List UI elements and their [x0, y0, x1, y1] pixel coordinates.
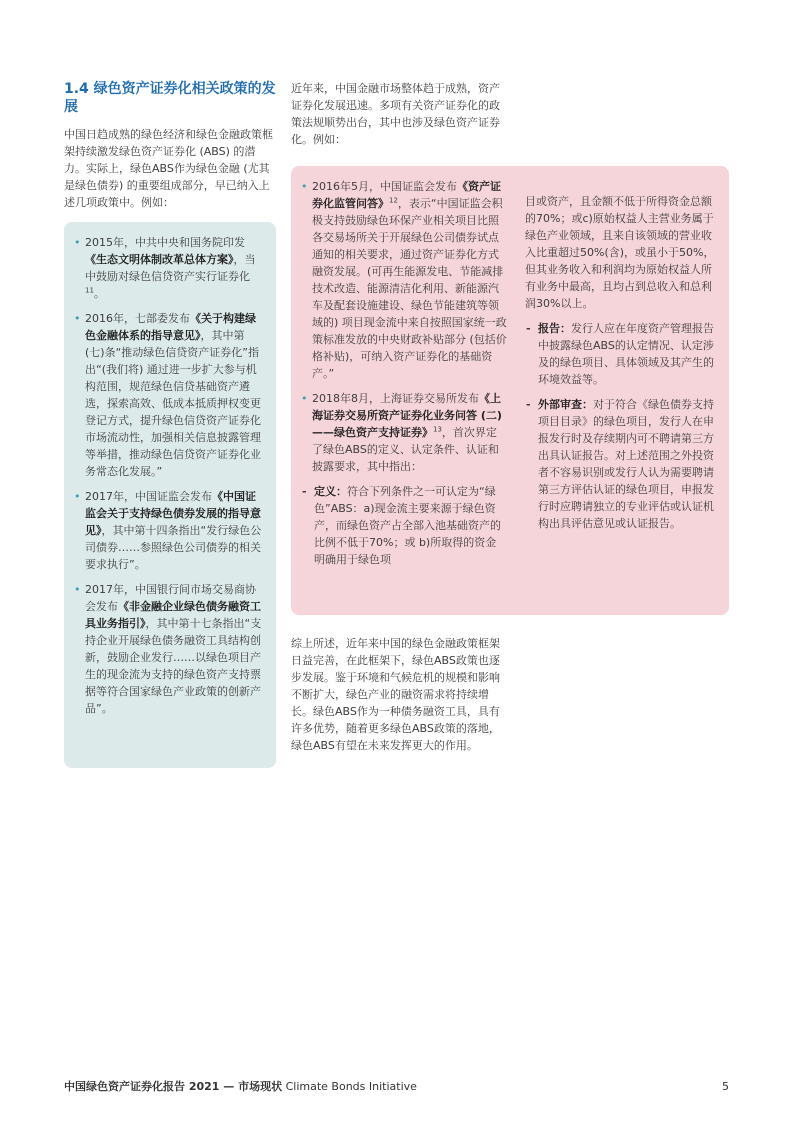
list-item	[74, 581, 264, 717]
exchange-policy-box	[291, 166, 729, 615]
item-text: 2015年，中共中央和国务院印发	[85, 236, 245, 249]
pink-right-column	[525, 193, 721, 540]
footnote-ref: 12	[389, 196, 398, 205]
policy-name: 《关于构建绿色金融体系的指导意见》	[85, 312, 256, 342]
item-text: 对于符合《绿色债券支持项目目录》的绿色项目，发行人在申报发行时及存续期内可不聘请第三方出具认证报告。对上述范围之外投资者不容易识别或发行人认为需要聘请第三方评估认证的绿色项目，申报发行时应聘请独立的专业评估或认证机构出具评估意见或认证报告。	[538, 398, 714, 530]
page-footer	[64, 1078, 729, 1095]
left-column-intro	[64, 80, 276, 211]
list-item	[301, 178, 507, 382]
col2-conclusion: 综上所述，近年来中国的绿色金融政策框架日益完善，在此框架下，绿色ABS政策也逐步发展。鉴于环境和气候危机的规模和影响不断扩大，绿色产业的融资需求将持续增长。绿色ABS作为一种债务融资工具，具有许多优势，随着更多绿色ABS政策的落地，绿色ABS有望在未来发挥更大的作用。	[291, 637, 500, 752]
item-text: 2017年，中国证监会发布	[85, 490, 212, 503]
footer-org: Climate Bonds Initiative	[285, 1080, 417, 1093]
item-text: 2016年5月，中国证监会发布	[312, 180, 457, 193]
item-text: 2018年8月，上海证券交易所发布	[312, 392, 479, 405]
list-item	[74, 310, 264, 480]
item-text: 符合下列条件之一可认定为“绿色”ABS：a)现金流主要来源于绿色资产，而绿色资产占全部入池基础资产的比例不低于70%；或 b)所取得的资金明确用于绿色项	[314, 485, 501, 566]
item-text: 2017年，中国银行间市场交易商协会发布	[85, 583, 256, 613]
page-number: 5	[722, 1080, 729, 1093]
item-text: ，表示“中国证监会积极支持鼓励绿色环保产业相关项目比照各交易场所关于开展绿色公司债券试点通知的相关要求，通过资产证券化方式融资发展。(可再生能源发电、节能减排技术改造、能源清洁化利用、新能源汽车及配套设施建设、绿色节能建筑等领域的) 项目现金流中来自按照国家统一政策标准发放的中央财政补贴部分 (包括价格补贴)，可纳入资产证券化的基础资产。”	[312, 197, 507, 380]
footnote-ref: 13	[433, 425, 442, 434]
item-text: 。	[93, 287, 105, 300]
item-text: 发行人应在年度资产管理报告中披露绿色ABS的认定情况、认定涉及的绿色项目、具体领域及其产生的环境效益等。	[538, 322, 714, 386]
item-label: 定义：	[314, 485, 347, 498]
col2-intro: 近年来，中国金融市场整体趋于成熟，资产证券化发展迅速。多项有关资产证券化的政策法规顺势出台，其中也涉及绿色资产证券化。例如：	[291, 82, 500, 146]
section-title: 1.4 绿色资产证券化相关政策的发展	[64, 81, 276, 115]
pink-left-column	[301, 178, 507, 576]
footer-report-title: 中国绿色资产证券化报告 2021 — 市场现状	[64, 1080, 283, 1093]
list-item	[74, 234, 264, 302]
item-text: 2016年，七部委发布	[85, 312, 190, 325]
section-intro: 中国日趋成熟的绿色经济和绿色金融政策框架持续激发绿色资产证券化 (ABS) 的潜力。实际上，绿色ABS作为绿色金融 (尤其是绿色债券) 的重要组成部分，早已纳入上述几项政策中。例如：	[64, 128, 273, 209]
item-label: 报告：	[538, 322, 571, 335]
report-item	[525, 320, 721, 388]
item-text: ，当中鼓励对绿色信贷资产实行证券化	[85, 253, 256, 283]
item-text: ，其中第(七)条“推动绿色信贷资产证券化”指出“(我们将) 通过进一步扩大参与机构范围，规范绿色信贷基础资产遴选，探索高效、低成本抵质押权变更登记方式，提升绿色信贷资产证券化市场流动性，加强相关信息披露管理等举措，推动绿色信贷资产证券化业务常态化发展。”	[85, 329, 261, 478]
definition-continued: 目或资产，且金额不低于所得资金总额的70%；或c)原始权益人主营业务属于绿色产业领域，且来自该领域的营业收入比重超过50%(含)，或虽小于50%，但其业务收入和利润均为原始权益人所有业务中最高，且均占到总收入和总利润30%以上。	[525, 195, 715, 310]
item-label: 外部审查：	[538, 398, 593, 411]
list-item	[301, 390, 507, 475]
list-item	[74, 488, 264, 573]
item-text: ，其中第十七条指出“支持企业开展绿色债务融资工具结构创新，鼓励企业发行……以绿色项目产生的现金流为支持的绿色资产支持票据等符合国家绿色产业政策的创新产品”。	[85, 617, 262, 715]
policy-list-box	[64, 222, 276, 768]
definition-item	[301, 483, 507, 568]
policy-name: 《中国证监会关于支持绿色债券发展的指导意见》	[85, 490, 261, 537]
item-text: ，其中第十四条指出“发行绿色公司债券……参照绿色公司债券的相关要求执行”。	[85, 524, 262, 571]
policy-name: 《非金融企业绿色债务融资工具业务指引》	[85, 600, 261, 630]
item-text: ，首次界定了绿色ABS的定义、认定条件、认证和披露要求，其中指出：	[312, 426, 499, 473]
policy-name: 《上海证券交易所资产证券化业务问答 (二)——绿色资产支持证券》	[312, 392, 502, 439]
footnote-ref: 11	[85, 286, 94, 295]
review-item	[525, 396, 721, 532]
policy-name: 《资产证券化监管问答》	[312, 180, 501, 210]
policy-name: 《生态文明体制改革总体方案》	[85, 253, 234, 266]
